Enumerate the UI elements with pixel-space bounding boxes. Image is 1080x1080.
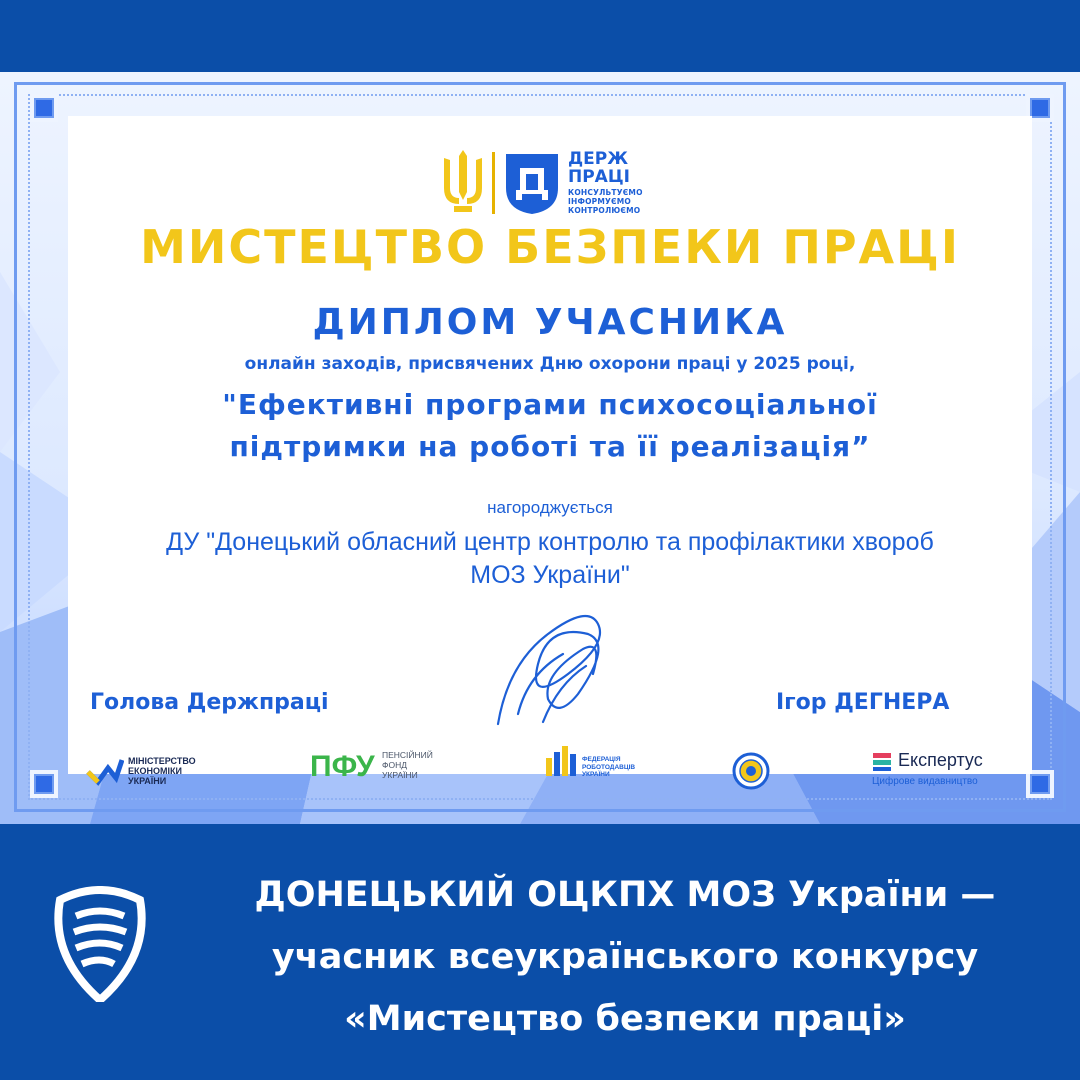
footer-headline-line-1: ДОНЕЦЬКИЙ ОЦКПХ МОЗ України — xyxy=(254,875,996,915)
ministry-label-line-1: МІНІСТЕРСТВО xyxy=(128,756,196,766)
recipient xyxy=(68,526,1032,592)
derzhpratsi-logo xyxy=(440,148,680,218)
program-title xyxy=(68,384,1032,468)
program-title-line-2: підтримки на роботі та її реалізація” xyxy=(229,430,871,463)
logo-tagline-line-3: КОНТРОЛЮЄМО xyxy=(568,206,641,215)
trident-icon xyxy=(440,148,486,214)
ministry-checkmark-icon xyxy=(86,756,124,786)
footer-headline-line-3: «Мистецтво безпеки праці» xyxy=(344,999,906,1039)
awarded-label: нагороджується xyxy=(487,498,613,517)
diploma-subtitle: онлайн заходів, присвячених Дню охорони праці у 2025 році, xyxy=(244,354,856,374)
federation-stripes-icon xyxy=(544,744,578,776)
pfu-label-line-1: ПЕНСІЙНИЙ xyxy=(382,750,433,760)
footer-headline-line-2: учасник всеукраїнського конкурсу xyxy=(271,937,979,977)
contest-title: МИСТЕЦТВО БЕЗПЕКИ ПРАЦІ xyxy=(140,220,960,274)
corner-ornament-bottom-left xyxy=(34,774,54,794)
logo-name xyxy=(568,150,630,186)
logo-name-line-1: ДЕРЖ xyxy=(568,149,629,169)
pfu-label-line-3: УКРАЇНИ xyxy=(382,770,418,780)
pfu-abbr: ПФУ xyxy=(310,750,375,783)
federation-label-line-3: УКРАЇНИ xyxy=(582,771,610,778)
logo-tagline-line-2: ІНФОРМУЄМО xyxy=(568,197,631,206)
expertus-name: Експертус xyxy=(898,750,983,770)
footer-headline xyxy=(180,864,1070,1050)
ministry-label-line-3: УКРАЇНИ xyxy=(128,776,167,786)
oczkph-shield-logo-icon xyxy=(50,886,150,1002)
ministry-label-line-2: ЕКОНОМІКИ xyxy=(128,766,182,776)
corner-ornament-bottom-right xyxy=(1030,774,1050,794)
round-seal-logo-icon xyxy=(732,752,770,790)
expertus-tagline: Цифрове видавництво xyxy=(872,776,978,787)
derzhpratsi-shield-icon xyxy=(502,150,562,216)
footer-banner xyxy=(0,824,1080,1080)
certificate xyxy=(0,72,1080,824)
federation-label-line-1: ФЕДЕРАЦІЯ xyxy=(582,756,621,763)
logo-name-line-2: ПРАЦІ xyxy=(568,167,630,187)
recipient-line-1: ДУ "Донецький обласний центр контролю та профілактики хвороб xyxy=(166,528,934,556)
signature xyxy=(488,604,618,734)
expertus-icon xyxy=(872,752,892,772)
diploma-title: ДИПЛОМ УЧАСНИКА xyxy=(312,302,788,343)
pfu-label-line-2: ФОНД xyxy=(382,760,407,770)
federation-label-line-2: РОБОТОДАВЦІВ xyxy=(582,763,636,771)
logo-tagline xyxy=(568,188,643,215)
recipient-line-2: МОЗ України" xyxy=(470,561,630,589)
program-title-line-1: "Ефективні програми психосоціальної xyxy=(222,388,878,421)
signatory-name: Ігор ДЕГНЕРА xyxy=(776,690,950,715)
logo-tagline-line-1: КОНСУЛЬТУЄМО xyxy=(568,188,643,197)
corner-ornament-top-left xyxy=(34,98,54,118)
signatory-position: Голова Держпраці xyxy=(90,690,329,715)
top-band xyxy=(0,0,1080,72)
logo-divider xyxy=(492,152,495,214)
certificate-panel xyxy=(68,116,1032,787)
corner-ornament-top-right xyxy=(1030,98,1050,118)
